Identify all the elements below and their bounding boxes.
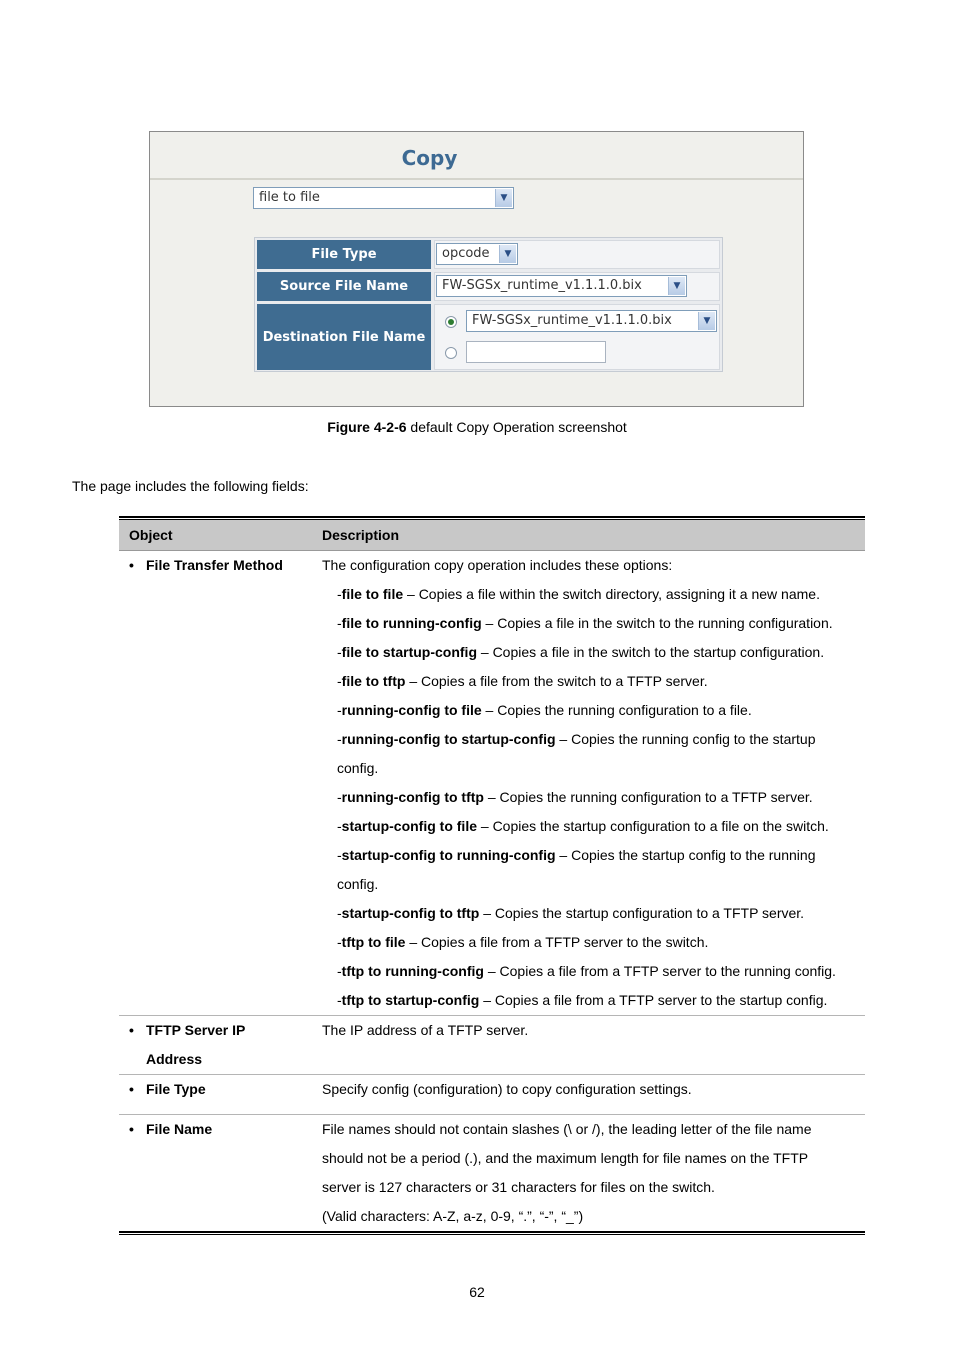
- method-option-text: – Copies a file from a TFTP server to the switch.: [405, 934, 709, 950]
- file-type-value: opcode: [442, 246, 490, 261]
- destination-file-name-input[interactable]: [466, 341, 606, 363]
- method-option: -running-config to file – Copies the running configuration to a file.: [337, 702, 752, 718]
- description-cell: [322, 1016, 865, 1074]
- figure-caption-number: Figure 4-2-6: [327, 419, 407, 435]
- object-cell: [119, 1016, 322, 1074]
- destination-file-name-cell: [434, 304, 720, 370]
- table-row-tftp-server-ip: [119, 1016, 865, 1075]
- method-option-name: tftp to startup-config: [341, 992, 480, 1008]
- object-cell: [119, 1075, 322, 1104]
- method-option-name: startup-config to tftp: [341, 905, 480, 921]
- intro-text: The page includes the following fields:: [72, 478, 309, 494]
- source-file-name-select[interactable]: [436, 275, 687, 297]
- file-type-description: Specify config (configuration) to copy configuration settings.: [322, 1081, 692, 1097]
- method-option-continuation: config.: [337, 876, 379, 892]
- method-option: -running-config to tftp – Copies the running configuration to a TFTP server.: [337, 789, 813, 805]
- method-option-text: – Copies a file in the switch to the running configuration.: [481, 615, 833, 631]
- method-option-text: – Copies the running config to the startup: [555, 731, 816, 747]
- table-row-file-transfer-method: [119, 551, 865, 1016]
- table-bottom-rule: [119, 1231, 865, 1235]
- object-file-transfer-method: File Transfer Method: [146, 557, 283, 573]
- method-option-name: file to file: [341, 586, 404, 602]
- table-row-file-type: [119, 1075, 865, 1115]
- table-header: [119, 520, 865, 551]
- file-name-line: server is 127 characters or 31 characters for files on the switch.: [322, 1179, 715, 1195]
- method-option-text: – Copies the startup configuration to a TFTP server.: [479, 905, 805, 921]
- bullet-icon: •: [129, 1081, 134, 1097]
- method-option-name: startup-config to running-config: [341, 847, 556, 863]
- method-option-text: – Copies a file in the switch to the startup configuration.: [477, 644, 825, 660]
- method-option: -file to startup-config – Copies a file in the switch to the startup configuration.: [337, 644, 825, 660]
- method-option-text: – Copies a file from the switch to a TFTP server.: [405, 673, 708, 689]
- bullet-icon: •: [129, 557, 134, 573]
- file-type-cell: [434, 240, 720, 269]
- method-option-text: – Copies a file from a TFTP server to the running config.: [483, 963, 836, 979]
- method-option-name: file to startup-config: [341, 644, 477, 660]
- tftp-server-ip-description: The IP address of a TFTP server.: [322, 1022, 529, 1038]
- bullet-icon: •: [129, 1121, 134, 1137]
- source-file-name-value: FW-SGSx_runtime_v1.1.1.0.bix: [442, 278, 642, 293]
- file-type-select[interactable]: [436, 243, 518, 265]
- bullet-icon: •: [129, 1022, 134, 1038]
- file-type-label: File Type: [257, 240, 431, 269]
- method-option: -startup-config to running-config – Copies the startup config to the running: [337, 847, 816, 863]
- panel-title: Copy: [401, 146, 458, 170]
- header-object: Object: [129, 527, 173, 543]
- figure-caption: [0, 419, 954, 435]
- method-option-name: running-config to startup-config: [341, 731, 556, 747]
- copy-method-value: file to file: [259, 190, 320, 205]
- method-options-list: [322, 580, 865, 1015]
- chevron-down-icon[interactable]: ▼: [499, 245, 516, 263]
- description-cell: [322, 1115, 865, 1231]
- source-file-name-label: Source File Name: [257, 272, 431, 301]
- chevron-down-icon[interactable]: ▼: [668, 277, 685, 295]
- method-option: -startup-config to file – Copies the startup configuration to a file on the switch.: [337, 818, 829, 834]
- description-table: [119, 516, 865, 1235]
- chevron-down-icon[interactable]: ▼: [698, 312, 715, 330]
- method-option-name: running-config to file: [341, 702, 482, 718]
- figure-caption-text: default Copy Operation screenshot: [406, 419, 627, 435]
- method-option: -file to file – Copies a file within the switch directory, assigning it a new name.: [337, 586, 820, 602]
- method-option-text: – Copies the running configuration to a file.: [481, 702, 752, 718]
- method-option-name: startup-config to file: [341, 818, 477, 834]
- method-option: -file to tftp – Copies a file from the switch to a TFTP server.: [337, 673, 708, 689]
- copy-form-table: [254, 237, 723, 372]
- method-option: -file to running-config – Copies a file in the switch to the running configuration.: [337, 615, 833, 631]
- method-option-name: file to running-config: [341, 615, 482, 631]
- method-option-name: running-config to tftp: [341, 789, 484, 805]
- method-option-text: – Copies the running configuration to a TFTP server.: [483, 789, 813, 805]
- file-name-line: File names should not contain slashes (\ or /), the leading letter of the file name: [322, 1121, 812, 1137]
- method-option: -tftp to file – Copies a file from a TFTP server to the switch.: [337, 934, 709, 950]
- destination-file-name-value: FW-SGSx_runtime_v1.1.1.0.bix: [472, 313, 672, 328]
- page-number: 62: [469, 1284, 485, 1300]
- method-option: -tftp to running-config – Copies a file from a TFTP server to the running config.: [337, 963, 836, 979]
- header-description: Description: [322, 527, 400, 543]
- method-option-name: file to tftp: [341, 673, 406, 689]
- method-intro: The configuration copy operation includes these options:: [322, 557, 673, 573]
- method-option-name: tftp to file: [341, 934, 406, 950]
- destination-file-name-label: Destination File Name: [257, 304, 431, 370]
- method-option-text: – Copies the startup configuration to a file on the switch.: [477, 818, 829, 834]
- method-option-text: – Copies a file within the switch directory, assigning it a new name.: [403, 586, 820, 602]
- object-tftp-server-ip: TFTP Server IP: [146, 1022, 246, 1038]
- object-cell: [119, 1115, 322, 1231]
- method-option-text: – Copies a file from a TFTP server to the startup config.: [479, 992, 828, 1008]
- file-name-line: should not be a period (.), and the maximum length for file names on the TFTP: [322, 1150, 809, 1166]
- table-row-file-name: [119, 1115, 865, 1231]
- source-file-name-cell: [434, 272, 720, 301]
- method-option: -running-config to startup-config – Copies the running config to the startup: [337, 731, 816, 747]
- method-option-name: tftp to running-config: [341, 963, 484, 979]
- copy-method-select[interactable]: [253, 187, 514, 209]
- copy-screenshot-panel: [149, 131, 804, 407]
- description-cell: [322, 551, 865, 1015]
- method-option-text: – Copies the startup config to the running: [555, 847, 816, 863]
- chevron-down-icon[interactable]: ▼: [495, 189, 512, 207]
- method-option: -tftp to startup-config – Copies a file from a TFTP server to the startup config.: [337, 992, 828, 1008]
- object-file-name: File Name: [146, 1121, 213, 1137]
- destination-select-radio[interactable]: [445, 316, 457, 328]
- destination-text-radio[interactable]: [445, 347, 457, 359]
- panel-title-bar: [150, 132, 803, 180]
- method-option: -startup-config to tftp – Copies the startup configuration to a TFTP server.: [337, 905, 805, 921]
- object-tftp-server-ip-cont: Address: [146, 1051, 203, 1067]
- object-cell: [119, 551, 322, 1015]
- description-cell: [322, 1075, 865, 1104]
- method-option-continuation: config.: [337, 760, 379, 776]
- object-file-type: File Type: [146, 1081, 206, 1097]
- destination-file-name-select[interactable]: [466, 310, 717, 332]
- file-name-line: (Valid characters: A-Z, a-z, 0-9, “.”, “-”, “_”): [322, 1208, 584, 1224]
